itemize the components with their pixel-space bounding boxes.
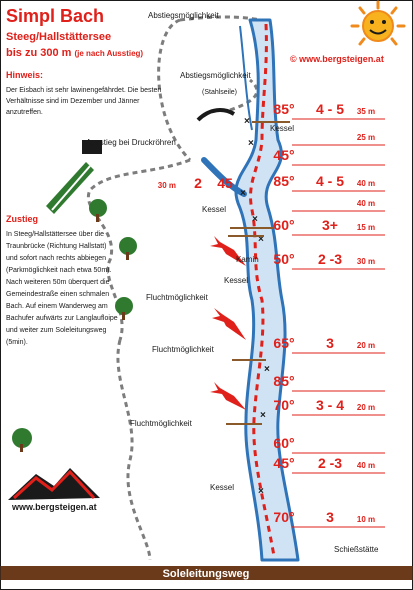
pitch-angle: 45° bbox=[273, 455, 295, 471]
kessel-label: Kessel bbox=[202, 205, 227, 214]
hinweis-line: anzutreffen. bbox=[6, 109, 43, 116]
pitch-length: 20 m bbox=[356, 341, 376, 350]
zustieg-line: (5min). bbox=[6, 339, 28, 346]
zustieg-line: Nach weiteren 50m überquert die bbox=[6, 279, 110, 286]
pitch-grade: 3+ bbox=[322, 217, 338, 233]
flucht-label: Fluchtmöglichkeit bbox=[152, 345, 214, 354]
pitch-grade: 4 - 5 bbox=[315, 101, 345, 117]
abstieg-mid-label: Abstiegsmöglichkeit bbox=[180, 71, 251, 80]
pitch-grade: 2 -3 bbox=[317, 455, 343, 471]
zustieg-line: (Parkmöglichkeit nach etwa 50m). bbox=[6, 267, 112, 274]
kessel-label: Kessel bbox=[270, 124, 295, 133]
pitch-length: 40 m bbox=[356, 199, 376, 208]
pitch-grade: 3 bbox=[326, 509, 334, 525]
pitch-length: 10 m bbox=[356, 515, 376, 524]
kessel-label: Kessel bbox=[224, 276, 249, 285]
anchor-x: × bbox=[260, 410, 266, 421]
hinweis-line: Der Eisbach ist sehr lawinengefährdet. Die besten bbox=[6, 87, 162, 94]
left-pitch-angle: 45 bbox=[217, 175, 233, 191]
pitch-angle: 60° bbox=[273, 217, 295, 233]
pitch-length: 35 m bbox=[356, 107, 376, 116]
pitch-angle: 70° bbox=[273, 397, 295, 413]
pitch-length: 25 m bbox=[356, 133, 376, 142]
pitch-length: 40 m bbox=[356, 461, 376, 470]
pitch-length: 40 m bbox=[356, 179, 376, 188]
flucht-label: Fluchtmöglichkeit bbox=[146, 293, 208, 302]
hinweis-line: Verhältnisse sind im Dezember und Jänner bbox=[6, 98, 140, 105]
zustieg-line: Bachufer aufwärts zur Langlaufloipe bbox=[6, 315, 118, 322]
zustieg-line: Traunbrücke (Richtung Hallstatt) bbox=[6, 243, 107, 250]
hinweis-heading: Hinweis: bbox=[6, 70, 44, 80]
height-main: bis zu 300 m (je nach Ausstieg) bbox=[6, 47, 144, 59]
zustieg-heading: Zustieg bbox=[6, 214, 39, 224]
pitch-angle: 85° bbox=[273, 173, 295, 189]
pitch-angle: 60° bbox=[273, 435, 295, 451]
pitch-length: 30 m bbox=[356, 257, 376, 266]
anchor-x: × bbox=[264, 364, 270, 375]
anchor-x: × bbox=[252, 214, 258, 225]
ausstieg-label: Ausstieg bei Druckröhren bbox=[86, 138, 176, 147]
logo-text: www.bergsteigen.at bbox=[12, 502, 97, 512]
page-title: Simpl Bach bbox=[6, 6, 105, 26]
abstieg-top-label: Abstiegsmöglichkeit bbox=[148, 11, 219, 20]
zustieg-line: Gemeindestraße einen schmalen bbox=[6, 291, 110, 298]
website-label: © www.bergsteigen.at bbox=[290, 54, 384, 64]
zustieg-line: und weiter zum Soleleitungsweg bbox=[6, 327, 107, 334]
pitch-grade: 4 - 5 bbox=[315, 173, 345, 189]
stahlseile-label: (Stahlseile) bbox=[202, 89, 238, 96]
flucht-label: Fluchtmöglichkeit bbox=[130, 419, 192, 428]
anchor-x: × bbox=[258, 234, 264, 245]
pitch-angle: 85° bbox=[273, 373, 295, 389]
anchor-x: × bbox=[244, 116, 250, 127]
road-label: Soleleitungsweg bbox=[162, 568, 250, 580]
pitch-grade: 3 bbox=[326, 335, 334, 351]
kessel-label: Kessel bbox=[210, 483, 235, 492]
pitch-angle: 85° bbox=[273, 101, 295, 117]
page-subtitle: Steeg/Hallstättersee bbox=[6, 31, 112, 43]
schiessstaette-label: Schießstätte bbox=[334, 545, 379, 554]
pitch-length: 20 m bbox=[356, 403, 376, 412]
left-pitch-grade: 2 bbox=[194, 175, 202, 191]
kamin-label: Kamin bbox=[236, 255, 259, 264]
anchor-x: × bbox=[240, 188, 246, 199]
pitch-angle: 70° bbox=[273, 509, 295, 525]
zustieg-line: Bach. Auf einem Wanderweg am bbox=[6, 303, 108, 310]
anchor-x: × bbox=[258, 486, 264, 497]
pitch-grade: 2 -3 bbox=[317, 251, 343, 267]
left-pitch-length: 30 m bbox=[157, 181, 176, 190]
zustieg-line: und sofort nach rechts abbiegen bbox=[6, 255, 107, 262]
pitch-angle: 45° bbox=[273, 147, 295, 163]
zustieg-line: In Steeg/Hallstättersee über die bbox=[6, 231, 105, 238]
pitch-angle: 65° bbox=[273, 335, 295, 351]
pitch-angle: 50° bbox=[273, 251, 295, 267]
pitch-length: 15 m bbox=[356, 223, 376, 232]
pitch-grade: 3 - 4 bbox=[315, 397, 345, 413]
anchor-x: × bbox=[248, 138, 254, 149]
